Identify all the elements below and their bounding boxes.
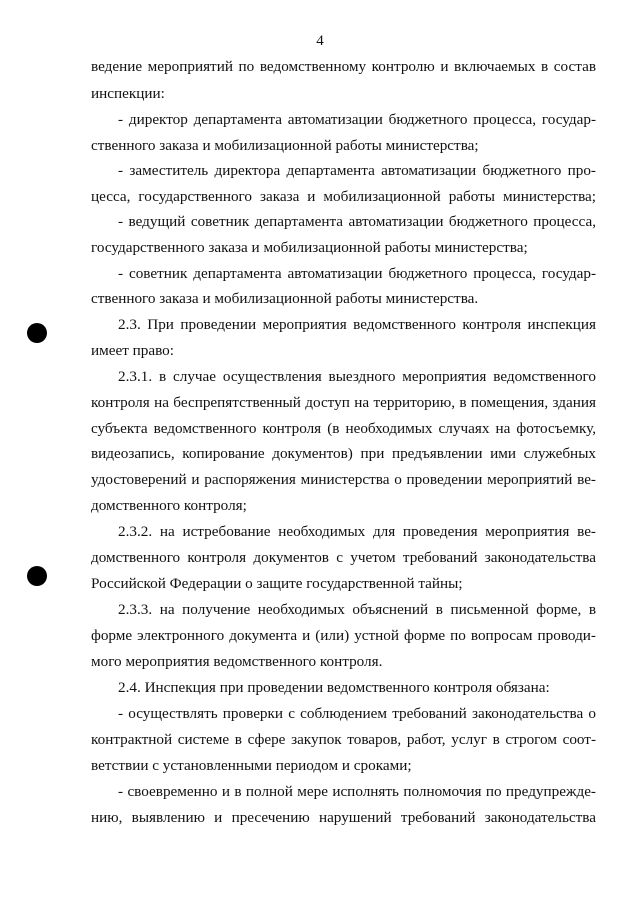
text-line: 2.4. Инспекция при проведении ведомственного контроля обязана:: [118, 679, 550, 696]
text-line: домственного контроля;: [91, 497, 247, 514]
text-line: - ведущий советник департамента автоматизации бюджетного процесса,: [118, 213, 596, 230]
text-line: - осуществлять проверки с соблюдением требований законодательства о: [118, 705, 596, 722]
text-line: удостоверений и распоряжения министерства о проведении мероприятий ве-: [91, 471, 596, 488]
text-line: форме электронного документа и (или) устной форме по вопросам проводи-: [91, 627, 596, 644]
text-line: домственного контроля документов с учетом требований законодательства: [91, 549, 596, 566]
text-line: 2.3.3. на получение необходимых объяснений в письменной форме, в: [118, 601, 596, 618]
text-line: 2.3.1. в случае осуществления выездного мероприятия ведомственного: [118, 368, 596, 385]
text-line: - заместитель директора департамента автоматизации бюджетного про-: [118, 162, 596, 179]
text-line: ведение мероприятий по ведомственному контролю и включаемых в состав: [91, 58, 596, 75]
text-line: инспекции:: [91, 85, 165, 102]
text-line: видеозапись, копирование документов) при предъявлении ими служебных: [91, 445, 596, 462]
text-line: ственного заказа и мобилизационной работы министерства.: [91, 290, 479, 307]
text-line: 2.3. При проведении мероприятия ведомственного контроля инспекция: [118, 316, 596, 333]
text-line: субъекта ведомственного контроля (в необходимых случаях на фотосъемку,: [91, 420, 596, 437]
text-line: мого мероприятия ведомственного контроля.: [91, 653, 383, 670]
text-line: имеет право:: [91, 342, 174, 359]
text-line: контрактной системе в сфере закупок товаров, работ, услуг в строгом соот-: [91, 731, 596, 748]
text-line: ветствии с установленными периодом и сроками;: [91, 757, 412, 774]
text-line: - своевременно и в полной мере исполнять полномочия по предупрежде-: [118, 783, 596, 800]
text-line: цесса, государственного заказа и мобилизационной работы министерства;: [91, 188, 596, 205]
text-line: - советник департамента автоматизации бюджетного процесса, государ-: [118, 265, 596, 282]
punch-hole-mark: [27, 566, 47, 586]
text-line: контроля на беспрепятственный доступ на территорию, в помещения, здания: [91, 394, 596, 411]
punch-hole-mark: [27, 323, 47, 343]
page-number: 4: [316, 33, 324, 49]
text-line: государственного заказа и мобилизационной работы министерства;: [91, 239, 528, 256]
text-line: Российской Федерации о защите государственной тайны;: [91, 575, 463, 592]
text-line: нию, выявлению и пресечению нарушений требований законодательства: [91, 809, 596, 826]
text-line: ственного заказа и мобилизационной работы министерства;: [91, 137, 479, 154]
text-line: - директор департамента автоматизации бюджетного процесса, государ-: [118, 111, 596, 128]
text-line: 2.3.2. на истребование необходимых для проведения мероприятия ве-: [118, 523, 596, 540]
